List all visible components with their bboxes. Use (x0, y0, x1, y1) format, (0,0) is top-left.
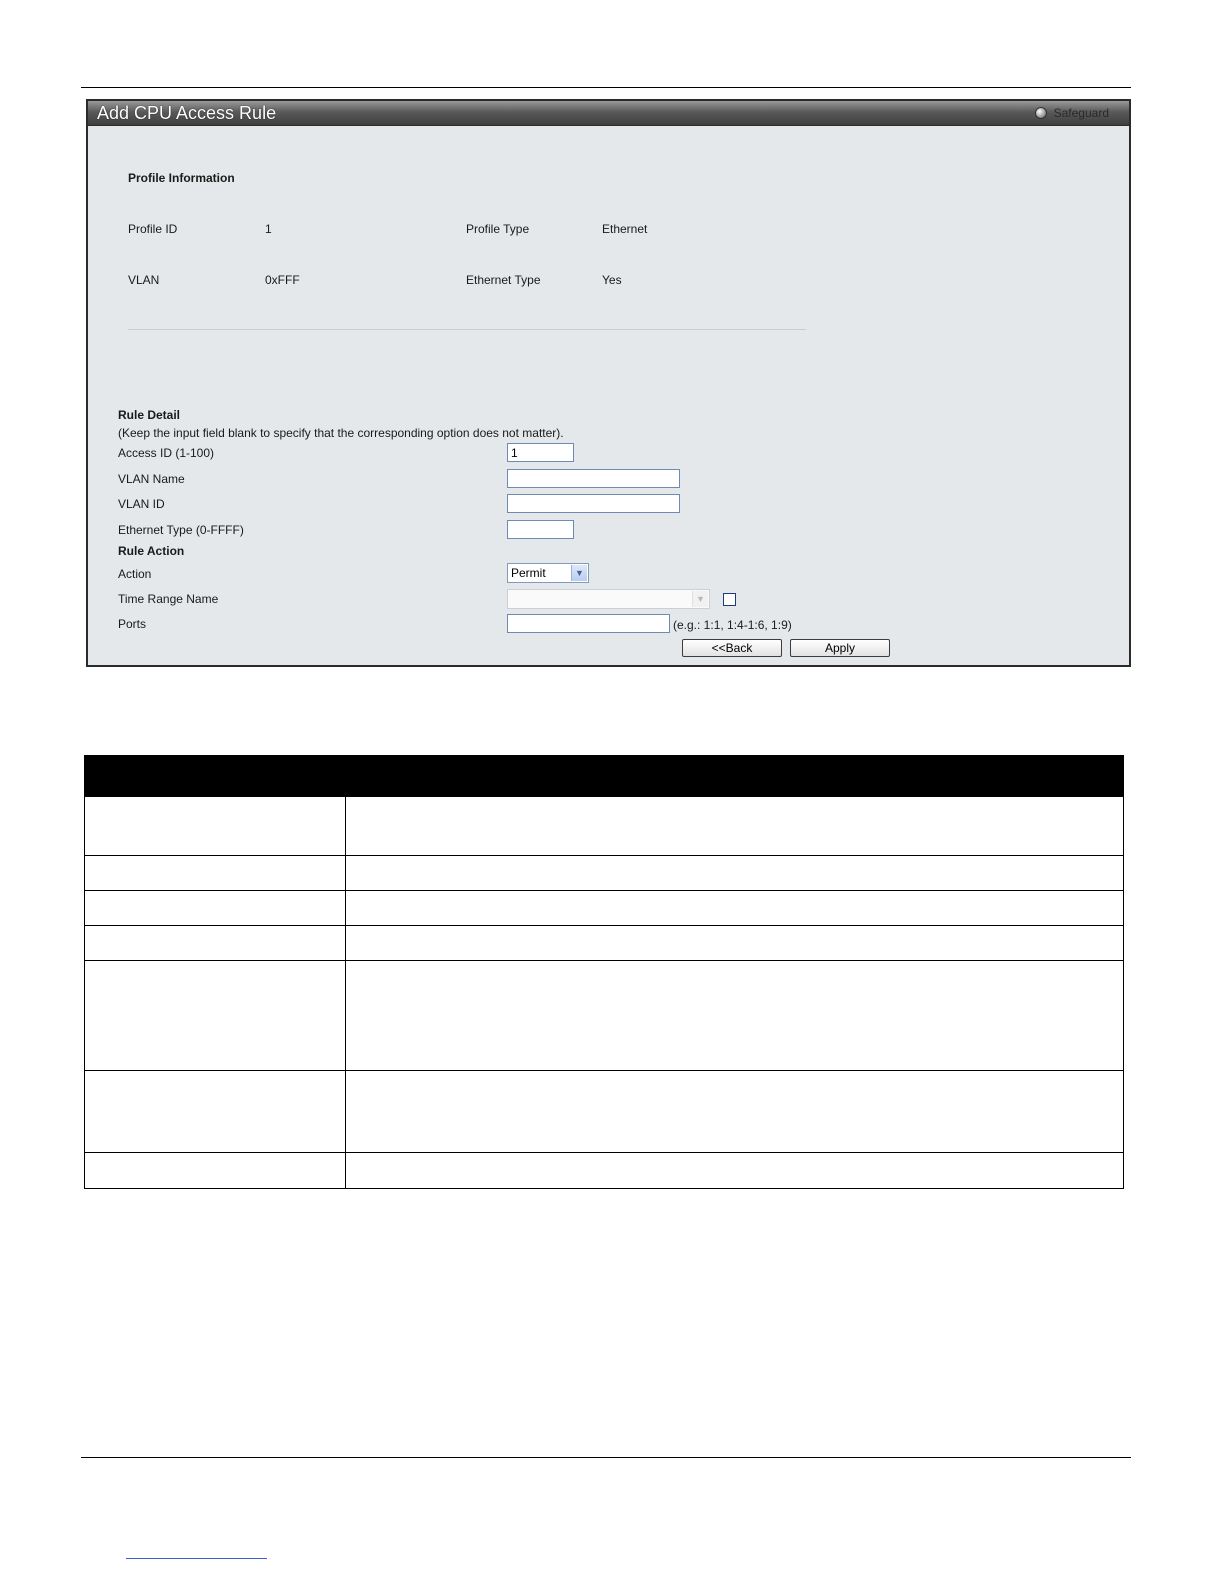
profile-information-heading: Profile Information (128, 171, 235, 185)
chevron-down-icon: ▼ (571, 565, 587, 581)
profile-type-value: Ethernet (602, 222, 648, 236)
action-select-value: Permit (511, 566, 546, 580)
vlan-label: VLAN (128, 273, 160, 287)
ethernet-type-input[interactable] (507, 520, 574, 539)
profile-type-label: Profile Type (466, 222, 530, 236)
top-page-rule (81, 87, 1131, 88)
param-cell (85, 891, 346, 925)
footer-link-underline[interactable] (126, 1558, 267, 1559)
param-cell (85, 1153, 346, 1188)
safeguard-status-icon (1035, 107, 1047, 119)
rule-action-heading: Rule Action (118, 544, 185, 558)
table-row (84, 926, 1124, 961)
ports-input[interactable] (507, 614, 670, 633)
back-button[interactable]: <<Back (682, 639, 782, 657)
action-label: Action (118, 567, 152, 581)
action-select[interactable] (507, 563, 589, 583)
safeguard-indicator[interactable] (1035, 106, 1109, 120)
table-row (84, 1153, 1124, 1189)
profile-id-value: 1 (265, 222, 272, 236)
param-cell (85, 856, 346, 890)
ports-hint: (e.g.: 1:1, 1:4-1:6, 1:9) (673, 618, 792, 632)
add-cpu-access-rule-panel (86, 99, 1131, 667)
table-row (84, 856, 1124, 891)
ports-label: Ports (118, 617, 147, 631)
param-cell (85, 961, 346, 1070)
time-range-name-select[interactable] (507, 589, 710, 609)
table-header (84, 755, 1124, 797)
table-row (84, 1071, 1124, 1153)
param-cell (85, 1071, 346, 1152)
profile-id-label: Profile ID (128, 222, 178, 236)
panel-title: Add CPU Access Rule (97, 103, 277, 123)
panel-header (88, 101, 1129, 126)
time-range-checkbox[interactable] (723, 593, 736, 606)
access-id-label: Access ID (1-100) (118, 446, 215, 460)
ethernet-type-value: Yes (602, 273, 622, 287)
param-cell (85, 797, 346, 855)
ethernet-type-field-label: Ethernet Type (0-FFFF) (118, 523, 244, 537)
table-row (84, 891, 1124, 926)
rule-detail-heading: Rule Detail (118, 408, 181, 422)
access-id-input[interactable] (507, 443, 574, 462)
safeguard-label: Safeguard (1053, 106, 1109, 120)
apply-button[interactable]: Apply (790, 639, 890, 657)
chevron-down-icon: ▼ (692, 591, 708, 607)
vlan-name-input[interactable] (507, 469, 680, 488)
rule-detail-note: (Keep the input field blank to specify that the corresponding option does not matter). (118, 426, 564, 440)
table-row (84, 797, 1124, 856)
bottom-page-rule (81, 1457, 1131, 1458)
time-range-name-label: Time Range Name (118, 592, 219, 606)
vlan-id-input[interactable] (507, 494, 680, 513)
param-cell (85, 926, 346, 960)
profile-divider (128, 329, 806, 330)
table-row (84, 961, 1124, 1071)
ethernet-type-label: Ethernet Type (466, 273, 541, 287)
vlan-value: 0xFFF (265, 273, 300, 287)
vlan-id-label: VLAN ID (118, 497, 165, 511)
vlan-name-label: VLAN Name (118, 472, 185, 486)
